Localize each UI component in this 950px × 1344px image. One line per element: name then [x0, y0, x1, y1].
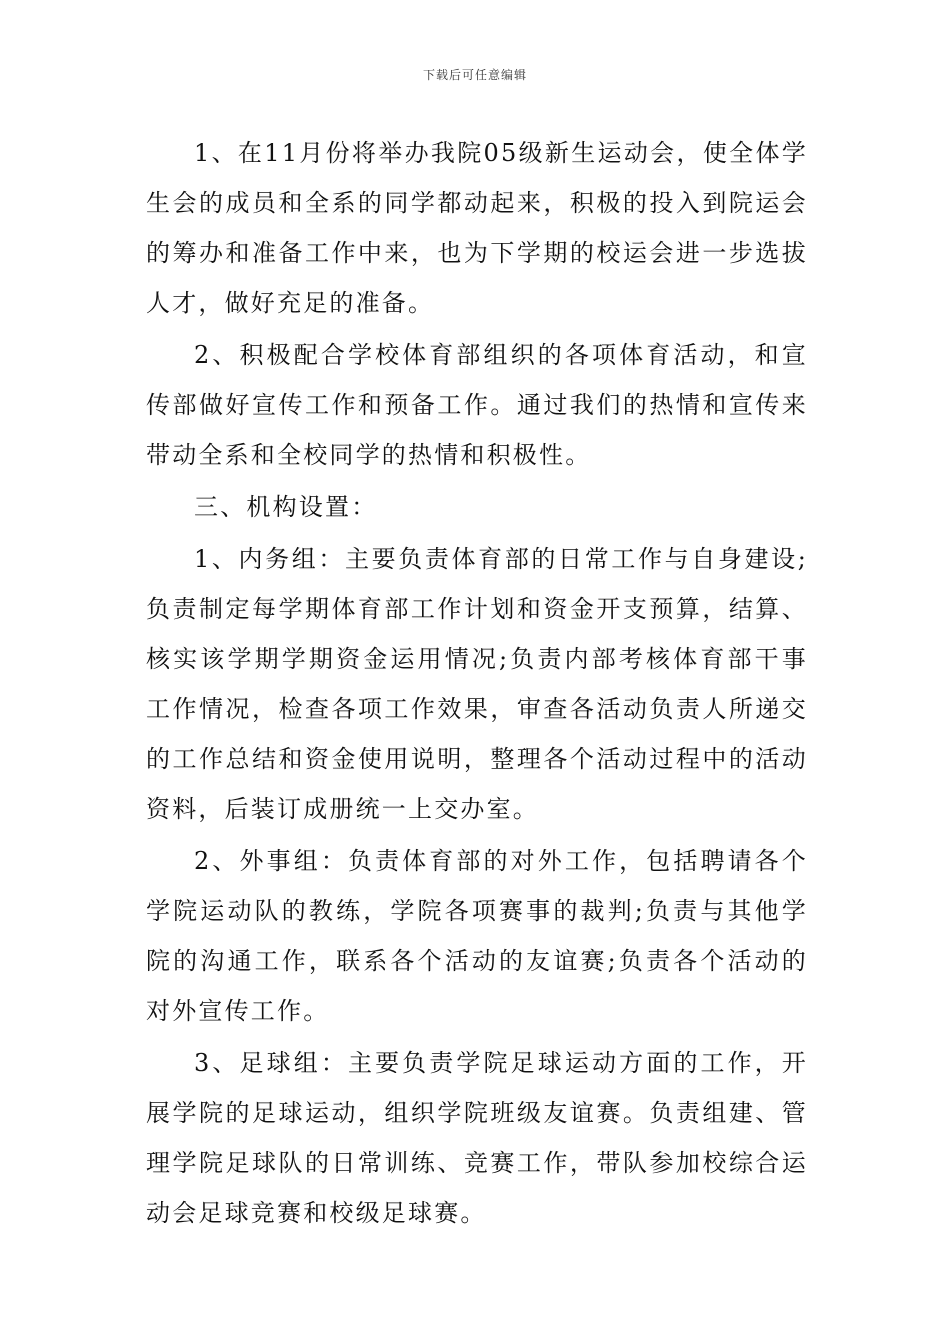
paragraph-goal-1: 1、在11月份将举办我院05级新生运动会，使全体学生会的成员和全系的同学都动起来，积极的投入到院运会的筹办和准备工作中来，也为下学期的校运会进一步选拔人才，做好充足的准备。	[146, 139, 808, 317]
document-body	[146, 128, 808, 1240]
paragraph-internal-group: 1、内务组：主要负责体育部的日常工作与自身建设;负责制定每学期体育部工作计划和资金开支预算，结算、核实该学期学期资金运用情况;负责内部考核体育部干事工作情况，检查各项工作效果，审查各活动负责人所递交的工作总结和资金使用说明，整理各个活动过程中的活动资料，后装订成册统一上交办室。	[146, 545, 808, 823]
paragraph-external-group: 2、外事组：负责体育部的对外工作，包括聘请各个学院运动队的教练，学院各项赛事的裁判;负责与其他学院的沟通工作，联系各个活动的友谊赛;负责各个活动的对外宣传工作。	[146, 847, 808, 1025]
section-heading-structure: 三、机构设置：	[194, 493, 378, 521]
paragraph-goal-2: 2、积极配合学校体育部组织的各项体育活动，和宣传部做好宣传工作和预备工作。通过我们的热情和宣传来带动全系和全校同学的热情和积极性。	[146, 341, 808, 469]
paragraph-football-group: 3、足球组：主要负责学院足球运动方面的工作，开展学院的足球运动，组织学院班级友谊赛。负责组建、管理学院足球队的日常训练、竞赛工作，带队参加校综合运动会足球竞赛和校级足球赛。	[146, 1049, 808, 1227]
header-note: 下载后可任意编辑	[422, 68, 527, 82]
